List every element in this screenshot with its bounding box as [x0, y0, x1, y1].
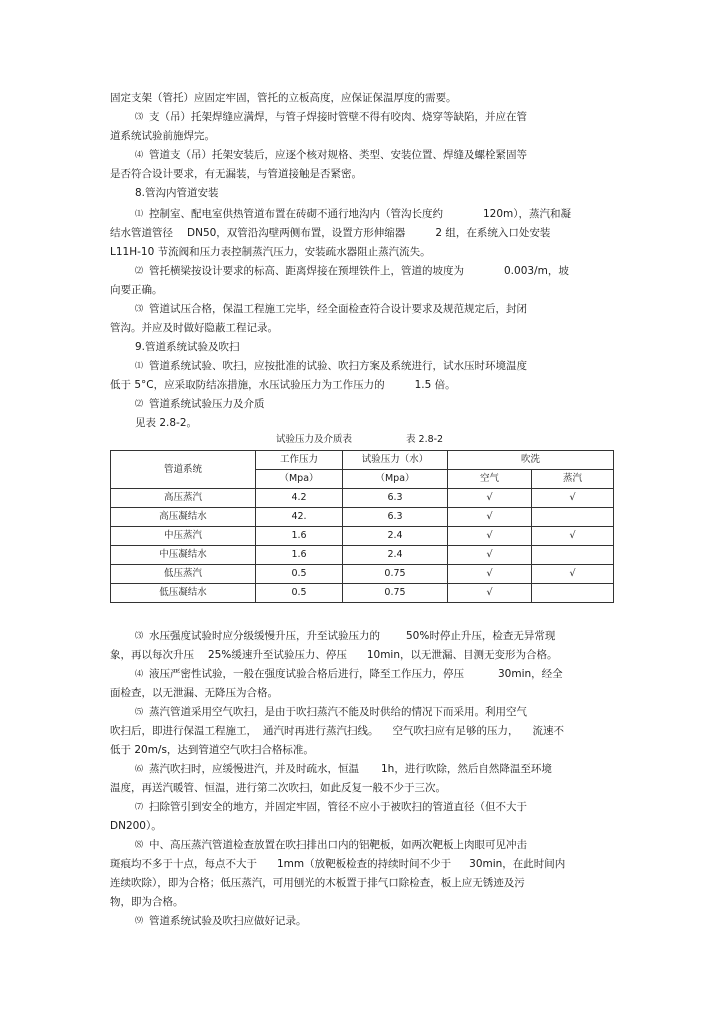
- item-marker: ⑼: [135, 916, 143, 925]
- table-row: [111, 489, 614, 508]
- header-unit: （Mpa）: [256, 470, 343, 489]
- cell-test: 2.4: [343, 546, 448, 565]
- paragraph-line: 连续吹除），即为合格；低压蒸汽，可用刨光的木板置于排气口除检查，板上应无锈迹及污: [110, 877, 525, 889]
- item-marker: ⑺: [135, 802, 143, 811]
- header-air: 空气: [448, 470, 532, 489]
- paragraph-line: 物，即为合格。: [110, 896, 184, 908]
- cell-system: 高压蒸汽: [111, 489, 256, 508]
- paragraph-line: 温度，再送汽暖管、恒温，进行第二次吹扫，如此反复一般不少于三次。: [110, 782, 446, 794]
- item-marker: ⑶: [135, 112, 143, 121]
- item-marker: ⑵: [135, 266, 143, 275]
- cell-steam: [532, 584, 614, 603]
- cell-test: 2.4: [343, 527, 448, 546]
- section-heading: 8.管沟内管道安装: [135, 187, 219, 199]
- header-purge: 吹洗: [448, 451, 614, 470]
- paragraph-line: 吹扫后，即进行保温工程施工， 通汽时再进行蒸汽扫线。 空气吹扫应有足够的压力， 流速不: [110, 725, 564, 737]
- table-row: [111, 546, 614, 565]
- cell-work: 1.6: [256, 546, 343, 565]
- paragraph-line: 面检查，以无泄漏、无降压为合格。: [110, 687, 278, 699]
- item-marker: ⑶: [135, 304, 143, 313]
- paragraph-line: 管沟。并应及时做好隐蔽工程记录。: [110, 322, 278, 334]
- table-caption: 试验压力及介质表: [276, 434, 353, 445]
- paragraph-line: ⑺ 扫除管引到安全的地方，并固定牢固，管径不应小于被吹扫的管道直径（但不大于: [135, 801, 527, 813]
- cell-test: 0.75: [343, 584, 448, 603]
- item-marker: ⑴: [135, 209, 143, 218]
- paragraph-line: ⑷ 液压严密性试验，一般在强度试验合格后进行，降至工作压力，停压 30min，经全: [135, 668, 563, 680]
- paragraph-line: 固定支架（管托）应固定牢固，管托的立板高度，应保证保温厚度的需要。: [110, 92, 457, 104]
- table-row: [111, 527, 614, 546]
- paragraph-line: 结水管道管径 DN50，双管沿沟壁两侧布置，设置方形伸缩器 2 组，在系统入口处安装: [110, 227, 551, 239]
- header-test-pressure: 试验压力（水）: [343, 451, 448, 470]
- paragraph-line: ⑵ 管托横梁按设计要求的标高、距离焊接在预埋铁件上，管道的坡度为 0.003/m，坡: [135, 265, 569, 277]
- paragraph-line: L11H-10 节流阀和压力表控制蒸汽压力，安装疏水器阻止蒸汽流失。: [110, 246, 431, 258]
- cell-air: √: [448, 489, 532, 508]
- cell-air: √: [448, 546, 532, 565]
- paragraph-line: ⑵ 管道系统试验压力及介质: [135, 398, 265, 410]
- cell-work: 0.5: [256, 565, 343, 584]
- paragraph-line: ⑶ 管道试压合格，保温工程施工完毕，经全面检查符合设计要求及规范规定后，封闭: [135, 303, 527, 315]
- cell-work: 1.6: [256, 527, 343, 546]
- table-row: [111, 508, 614, 527]
- item-marker: ⑷: [135, 669, 143, 678]
- item-marker: ⑸: [135, 707, 143, 716]
- cell-system: 中压蒸汽: [111, 527, 256, 546]
- paragraph-line: 是否符合设计要求，有无漏装，与管道接触是否紧密。: [110, 168, 362, 180]
- item-marker: ⑹: [135, 764, 143, 773]
- header-steam: 蒸汽: [532, 470, 614, 489]
- cell-system: 低压蒸汽: [111, 565, 256, 584]
- cell-air: √: [448, 508, 532, 527]
- paragraph-line: 道系统试验前施焊完。: [110, 130, 215, 142]
- cell-steam: [532, 508, 614, 527]
- cell-test: 6.3: [343, 489, 448, 508]
- item-marker: ⑶: [135, 631, 143, 640]
- paragraph-line: 向要正确。: [110, 284, 163, 296]
- cell-system: 低压凝结水: [111, 584, 256, 603]
- item-marker: ⑷: [135, 150, 143, 159]
- paragraph-line: ⑻ 中、高压蒸汽管道检查放置在吹扫排出口内的铝靶板，如两次靶板上肉眼可见冲击: [135, 839, 527, 851]
- cell-steam: [532, 546, 614, 565]
- cell-system: 中压凝结水: [111, 546, 256, 565]
- item-marker: ⑻: [135, 840, 143, 849]
- item-marker: ⑴: [135, 361, 143, 370]
- paragraph-line: ⑷ 管道支（吊）托架安装后，应逐个核对规格、类型、安装位置、焊缝及螺栓紧固等: [135, 149, 527, 161]
- cell-work: 4.2: [256, 489, 343, 508]
- paragraph-line: 低于 20m/s，达到管道空气吹扫合格标准。: [110, 744, 314, 756]
- table-number: 表 2.8-2: [406, 434, 444, 445]
- cell-system: 高压凝结水: [111, 508, 256, 527]
- paragraph-line: ⑶ 水压强度试验时应分级缓慢升压，升至试验压力的 50%时停止升压，检查无异常现: [135, 630, 556, 642]
- cell-air: √: [448, 584, 532, 603]
- cell-air: √: [448, 565, 532, 584]
- paragraph-line: DN200）。: [110, 820, 162, 832]
- item-marker: ⑵: [135, 399, 143, 408]
- paragraph-line: ⑶ 支（吊）托架焊缝应满焊，与管子焊接时管壁不得有咬肉、烧穿等缺陷，并应在管: [135, 111, 527, 123]
- cell-work: 42.: [256, 508, 343, 527]
- paragraph-line: ⑼ 管道系统试验及吹扫应做好记录。: [135, 915, 307, 927]
- paragraph-line: ⑴ 管道系统试验、吹扫，应按批准的试验、吹扫方案及系统进行，试水压时环境温度: [135, 360, 527, 372]
- cell-steam: √: [532, 489, 614, 508]
- paragraph-line: 斑痕均不多于十点，每点不大于 1mm（放靶板检查的持续时间不少于 30min，在此时间内: [110, 858, 566, 870]
- section-heading: 9.管道系统试验及吹扫: [135, 341, 240, 353]
- header-work-pressure: 工作压力: [256, 451, 343, 470]
- cell-test: 0.75: [343, 565, 448, 584]
- cell-steam: √: [532, 527, 614, 546]
- paragraph-line: 低于 5°C，应采取防结冻措施，水压试验压力为工作压力的 1.5 倍。: [110, 379, 456, 391]
- paragraph-line: 象，再以每次升压 25%缓速升至试验压力、停压 10min，以无泄漏、目测无变形为合格。: [110, 649, 558, 661]
- pressure-table: [110, 450, 614, 603]
- cell-air: √: [448, 527, 532, 546]
- table-row: [111, 584, 614, 603]
- paragraph-line: ⑹ 蒸汽吹扫时，应缓慢进汽，并及时疏水，恒温 1h，进行吹除，然后自然降温至环境: [135, 763, 552, 775]
- cell-test: 6.3: [343, 508, 448, 527]
- table-row: [111, 565, 614, 584]
- paragraph-line: 见表 2.8-2。: [135, 417, 198, 429]
- header-system: 管道系统: [111, 451, 256, 489]
- header-unit: （Mpa）: [343, 470, 448, 489]
- cell-steam: √: [532, 565, 614, 584]
- cell-work: 0.5: [256, 584, 343, 603]
- paragraph-line: ⑴ 控制室、配电室供热管道布置在砖砌不通行地沟内（管沟长度约 120m），蒸汽和凝: [135, 208, 572, 220]
- paragraph-line: ⑸ 蒸汽管道采用空气吹扫，是由于吹扫蒸汽不能及时供给的情况下而采用。利用空气: [135, 706, 527, 718]
